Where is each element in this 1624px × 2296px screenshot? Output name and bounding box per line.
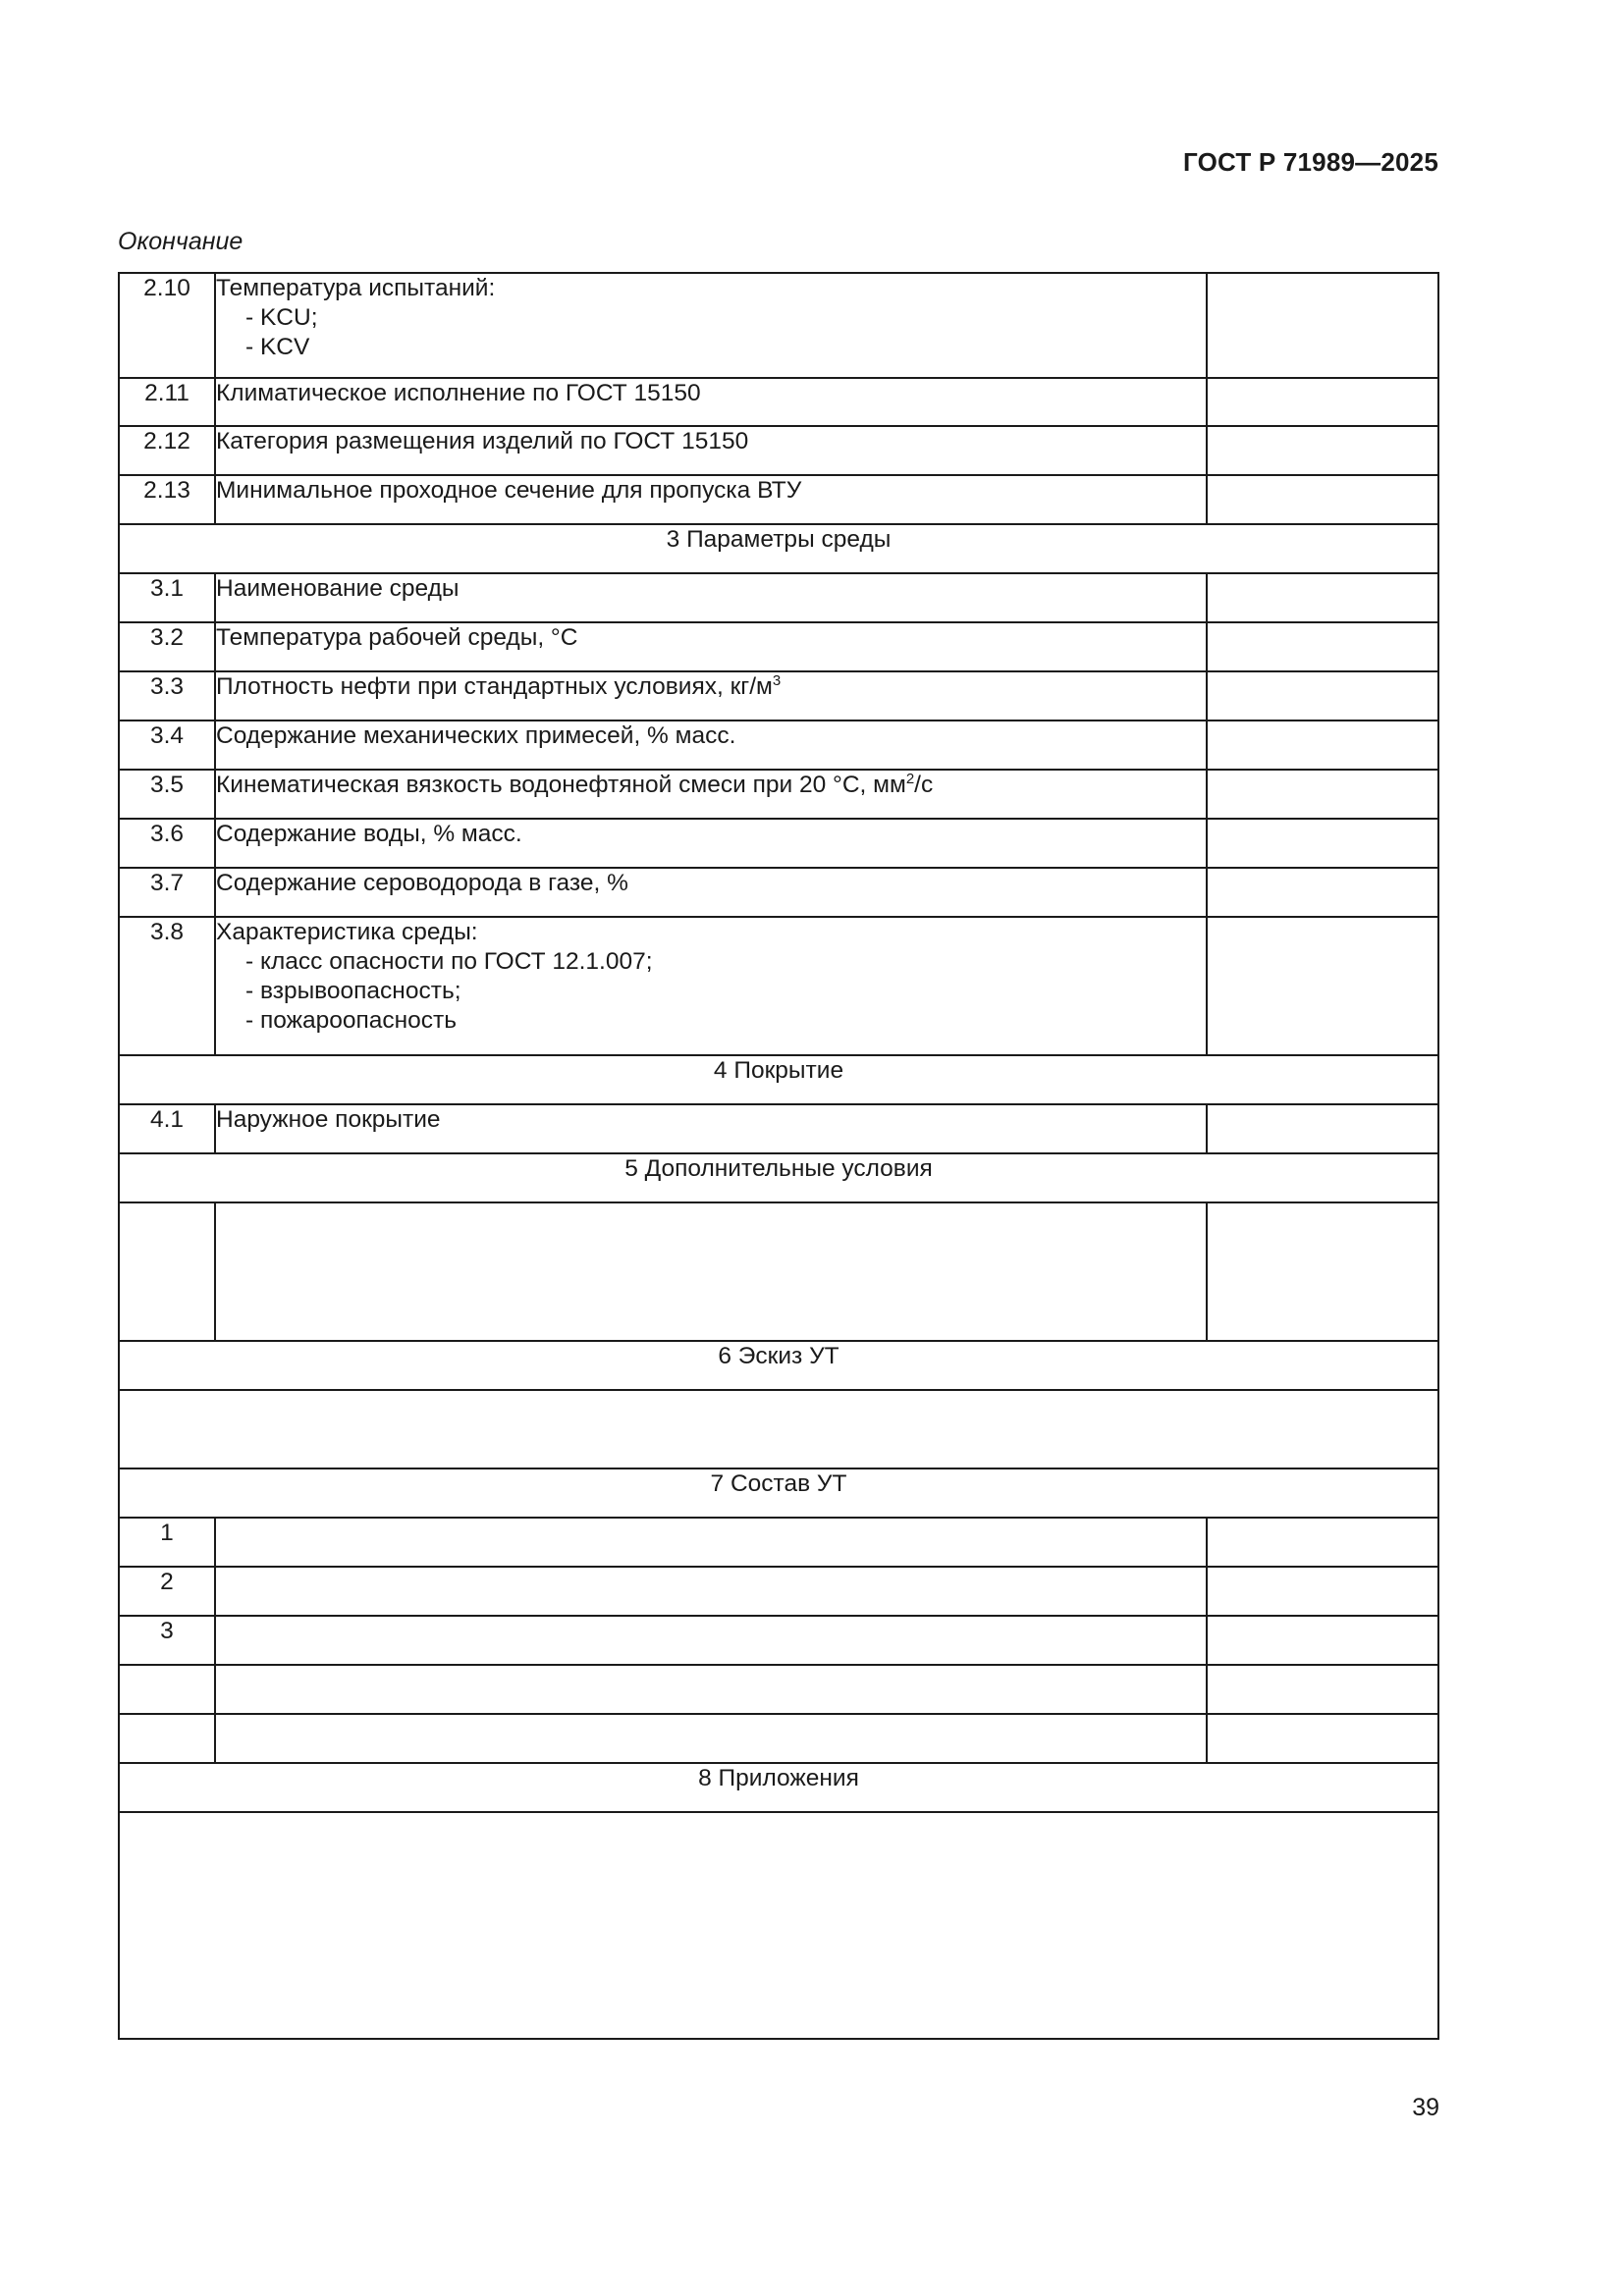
row-value-cell[interactable] xyxy=(1207,770,1438,819)
table-row xyxy=(119,721,1438,770)
row-label[interactable] xyxy=(215,1202,1207,1341)
row-number: 3.4 xyxy=(119,721,215,770)
section-header-row xyxy=(119,1763,1438,1812)
row-label: Содержание воды, % масс. xyxy=(215,819,1207,868)
table-row xyxy=(119,819,1438,868)
table-row xyxy=(119,1567,1438,1616)
row-number: 3.2 xyxy=(119,622,215,671)
section-title: 8 Приложения xyxy=(119,1763,1438,1812)
row-value-cell[interactable] xyxy=(1207,475,1438,524)
row-label: Наименование среды xyxy=(215,573,1207,622)
row-label: Минимальное проходное сечение для пропуска ВТУ xyxy=(215,475,1207,524)
table-row xyxy=(119,273,1438,378)
row-label: Содержание сероводорода в газе, % xyxy=(215,868,1207,917)
row-label-unit: /с xyxy=(914,772,934,798)
continuation-label: Окончание xyxy=(118,228,244,255)
sketch-area[interactable] xyxy=(119,1390,1438,1468)
row-number: 3.3 xyxy=(119,671,215,721)
section-title: 5 Дополнительные условия xyxy=(119,1153,1438,1202)
table-row xyxy=(119,1518,1438,1567)
table-row xyxy=(119,868,1438,917)
row-value-cell[interactable] xyxy=(1207,426,1438,475)
row-value-cell[interactable] xyxy=(1207,671,1438,721)
row-value-cell[interactable] xyxy=(1207,917,1438,1055)
row-label: Наружное покрытие xyxy=(215,1104,1207,1153)
row-value-cell[interactable] xyxy=(1207,1616,1438,1665)
table-row xyxy=(119,1714,1438,1763)
sub-item: - пожароопасность xyxy=(245,1006,1206,1036)
row-number xyxy=(119,1665,215,1714)
sub-item: - KCV xyxy=(245,333,1206,362)
row-number: 3.8 xyxy=(119,917,215,1055)
table-row xyxy=(119,1665,1438,1714)
row-number: 1 xyxy=(119,1518,215,1567)
table-row xyxy=(119,622,1438,671)
row-value-cell[interactable] xyxy=(1207,1104,1438,1153)
row-number: 2 xyxy=(119,1567,215,1616)
row-label: Содержание механических примесей, % масс. xyxy=(215,721,1207,770)
row-number: 2.11 xyxy=(119,378,215,426)
row-value-cell[interactable] xyxy=(1207,1518,1438,1567)
row-value-cell[interactable] xyxy=(1207,273,1438,378)
row-label[interactable] xyxy=(215,1567,1207,1616)
section-header-row xyxy=(119,524,1438,573)
row-label-text: Характеристика среды: xyxy=(216,919,478,945)
row-value-cell[interactable] xyxy=(1207,573,1438,622)
sub-item: - взрывоопасность; xyxy=(245,977,1206,1006)
row-value-cell[interactable] xyxy=(1207,622,1438,671)
row-number: 3.7 xyxy=(119,868,215,917)
row-label xyxy=(215,273,1207,378)
row-number xyxy=(119,1202,215,1341)
row-number: 2.12 xyxy=(119,426,215,475)
row-value-cell[interactable] xyxy=(1207,721,1438,770)
section-title: 3 Параметры среды xyxy=(119,524,1438,573)
row-label: Температура рабочей среды, °С xyxy=(215,622,1207,671)
row-number: 3.6 xyxy=(119,819,215,868)
section-title: 7 Состав УТ xyxy=(119,1468,1438,1518)
row-number: 3.1 xyxy=(119,573,215,622)
row-label-text: Плотность нефти при стандартных условиях, кг/м xyxy=(216,673,773,700)
row-number: 4.1 xyxy=(119,1104,215,1153)
table-row xyxy=(119,573,1438,622)
section-title: 6 Эскиз УТ xyxy=(119,1341,1438,1390)
sub-item-list xyxy=(216,303,1206,362)
table-row xyxy=(119,770,1438,819)
row-number: 3 xyxy=(119,1616,215,1665)
section-header-row xyxy=(119,1468,1438,1518)
specification-table xyxy=(118,272,1439,2040)
section-header-row xyxy=(119,1341,1438,1390)
table-row xyxy=(119,378,1438,426)
row-label[interactable] xyxy=(215,1616,1207,1665)
row-value-cell[interactable] xyxy=(1207,1202,1438,1341)
sub-item: - KCU; xyxy=(245,303,1206,333)
row-value-cell[interactable] xyxy=(1207,819,1438,868)
row-label: Категория размещения изделий по ГОСТ 15150 xyxy=(215,426,1207,475)
section-title: 4 Покрытие xyxy=(119,1055,1438,1104)
sketch-row xyxy=(119,1390,1438,1468)
table-row xyxy=(119,1202,1438,1341)
row-label-text: Температура испытаний: xyxy=(216,275,496,301)
table-row xyxy=(119,475,1438,524)
sub-item-list xyxy=(216,947,1206,1036)
row-label[interactable] xyxy=(215,1665,1207,1714)
row-number: 2.10 xyxy=(119,273,215,378)
row-value-cell[interactable] xyxy=(1207,868,1438,917)
row-label-text: Кинематическая вязкость водонефтяной смеси при 20 °С, мм xyxy=(216,772,906,798)
unit-superscript: 2 xyxy=(905,771,915,787)
unit-superscript: 3 xyxy=(772,672,782,689)
sub-item: - класс опасности по ГОСТ 12.1.007; xyxy=(245,947,1206,977)
document-code: ГОСТ Р 71989—2025 xyxy=(1183,147,1438,177)
row-value-cell[interactable] xyxy=(1207,1665,1438,1714)
table-row xyxy=(119,917,1438,1055)
section-header-row xyxy=(119,1055,1438,1104)
row-value-cell[interactable] xyxy=(1207,1714,1438,1763)
row-number: 2.13 xyxy=(119,475,215,524)
row-label xyxy=(215,917,1207,1055)
attachments-row xyxy=(119,1812,1438,2039)
table-row xyxy=(119,1104,1438,1153)
row-label: Климатическое исполнение по ГОСТ 15150 xyxy=(215,378,1207,426)
row-value-cell[interactable] xyxy=(1207,378,1438,426)
row-value-cell[interactable] xyxy=(1207,1567,1438,1616)
row-label xyxy=(215,671,1207,721)
table-row xyxy=(119,671,1438,721)
row-label[interactable] xyxy=(215,1518,1207,1567)
table-row xyxy=(119,1616,1438,1665)
row-label[interactable] xyxy=(215,1714,1207,1763)
section-header-row xyxy=(119,1153,1438,1202)
page-number: 39 xyxy=(1412,2094,1439,2121)
row-number: 3.5 xyxy=(119,770,215,819)
row-label xyxy=(215,770,1207,819)
table-row xyxy=(119,426,1438,475)
attachments-area[interactable] xyxy=(119,1812,1438,2039)
row-number xyxy=(119,1714,215,1763)
